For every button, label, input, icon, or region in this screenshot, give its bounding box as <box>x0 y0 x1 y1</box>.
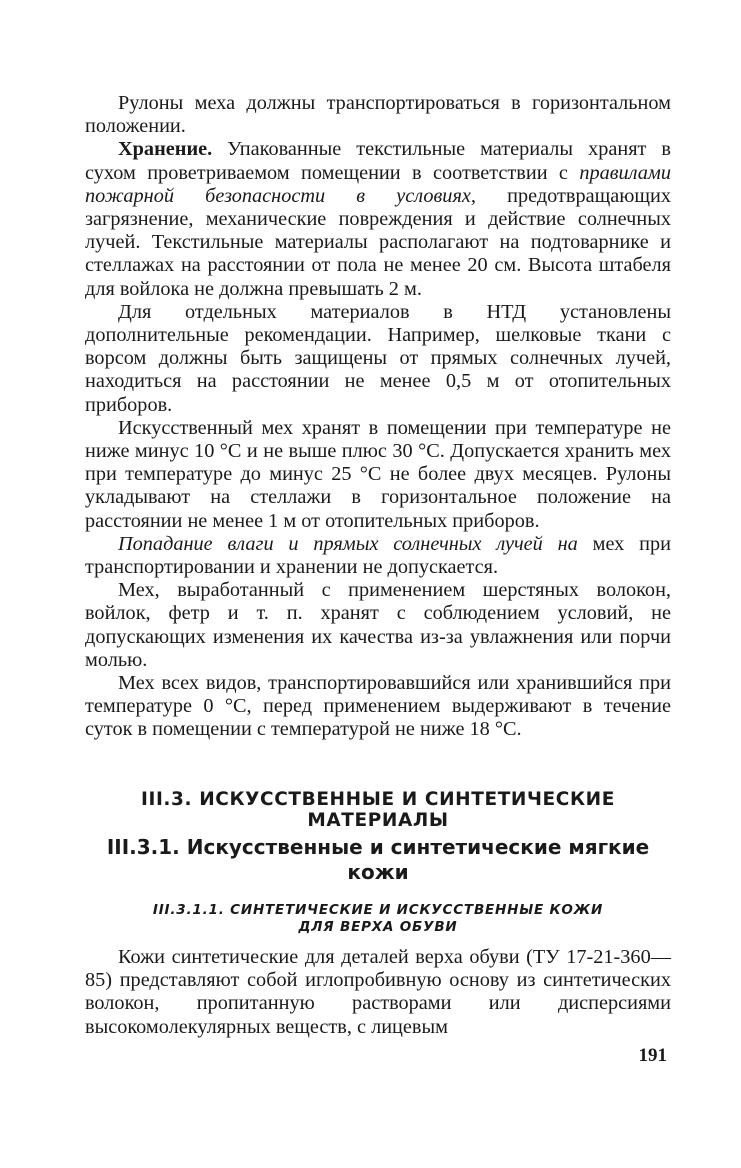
paragraph-synthetic-leather: Кожи синтетические для деталей верха обуви (ТУ 17-21-360—85) представляют собой иглопробивную основу из синтетических волокон, пропитанную растворами или дисперсиями высокомолекулярных веществ, с лицевым <box>85 946 671 1038</box>
section-heading: III.3. ИСКУССТВЕННЫЕ И СИНТЕТИЧЕСКИЕ МАТЕРИАЛЫ <box>140 789 616 831</box>
paragraph-fur-transport: Рулоны меха должны транспортироваться в горизонтальном положении. <box>85 92 671 138</box>
subsection-heading: III.3.1. Искусственные и синтетические мягкие кожи <box>106 835 650 884</box>
paragraph-ntd: Для отдельных материалов в НТД установлены дополнительные рекомендации. Например, шелковые ткани с ворсом должны быть защищены от прямых солнечных лучей, находиться на расстоянии не менее 0,5 м от отопительных приборов. <box>85 300 671 416</box>
storage-lead: Хранение. <box>118 138 213 161</box>
subsubsection-heading: III.3.1.1. СИНТЕТИЧЕСКИЕ И ИСКУССТВЕННЫЕ КОЖИ ДЛЯ ВЕРХА ОБУВИ <box>152 902 604 935</box>
page-number: 191 <box>638 1045 667 1066</box>
body-text-2 <box>85 946 671 1039</box>
paragraph-artificial-fur: Искусственный мех хранят в помещении при температуре не ниже минус 10 °С и не выше плюс 30 °С. Допускается хранить мех при температуре до минус 25 °С не более двух месяцев. Рулоны укладывают на стеллажи в горизонтальное положение на расстоянии не менее 1 м от отопительных приборов. <box>85 416 671 532</box>
paragraph-acclimation: Мех всех видов, транспортировавшийся или хранившийся при температуре 0 °С, перед применением выдерживают в течение суток в помещении с температурой не ниже 18 °С. <box>85 672 671 741</box>
paragraph-moisture: Попадание влаги и прямых солнечных лучей на мех при транспортировании и хранении не допускается. <box>85 532 671 579</box>
paragraph-wool-fur: Мех, выработанный с применением шерстяных волокон, войлок, фетр и т. п. хранят с соблюдением условий, не допускающих изменения их качества из-за увлажнения или порчи молью. <box>85 579 671 671</box>
body-text <box>85 92 671 742</box>
paragraph-storage: Хранение. Упакованные текстильные материалы хранят в сухом проветриваемом помещении в соответствии с правилами пожарной безопасности в условиях, предотвращающих загрязнение, механические повреждения и действие солнечных лучей. Текстильные материалы располагают на подтоварнике и стеллажах на расстоянии от пола не менее 20 см. Высота штабеля для войлока не должна превышать 2 м. <box>85 138 671 300</box>
